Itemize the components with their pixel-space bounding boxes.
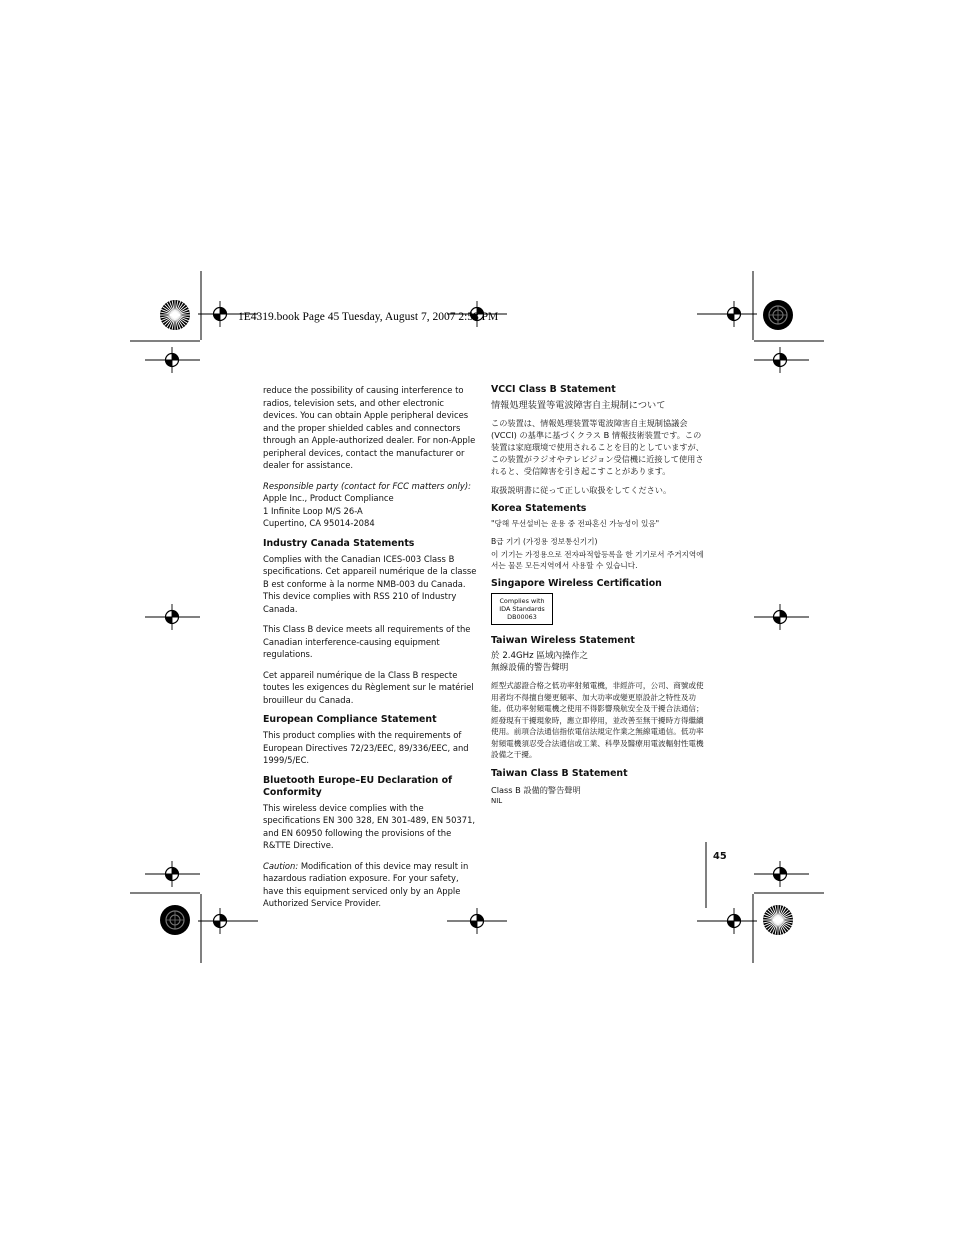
apple-address	[263, 492, 481, 530]
fcc-intro-paragraph: reduce the possibility of causing interference to radios, television sets, and other electronic devices. You can obtain Apple peripheral devices and the proper shielded cables and connectors through an Apple-authorized dealer. For non-Apple peripheral devices, contact the manufacturer or dealer for assistance.	[263, 385, 476, 470]
ida-line: Complies with	[499, 597, 545, 605]
print-slug: 1E4319.book Page 45 Tuesday, August 7, 2007 2:58 PM	[238, 311, 499, 323]
korea-paragraph: "당해 무선설비는 운용 중 전파혼신 가능성이 있음"	[491, 519, 660, 528]
address-line: 1 Infinite Loop M/S 26-A	[263, 505, 363, 516]
canada-paragraph: Complies with the Canadian ICES-003 Class B specifications. Cet appareil numérique de la classe B est conforme à la norme NMB-003 du Canada. This device complies with RSS 210 of Industry Canada.	[263, 553, 477, 614]
bluetooth-paragraph: This wireless device complies with the specifications EN 300 328, EN 301-489, EN 50371, and EN 60950 following the provisions of the R&TTE Directive.	[263, 802, 476, 850]
canada-paragraph: Cet appareil numérique de la Class B respecte toutes les exigences du Règlement sur le matériel brouilleur du Canada.	[263, 669, 474, 705]
taiwan-wireless-heading: Taiwan Wireless Statement	[491, 635, 635, 646]
ida-line: DB00063	[507, 613, 537, 621]
korea-paragraph: B급 기기 (가정용 정보통신기기)	[491, 537, 598, 546]
page-number: 45	[713, 851, 727, 862]
address-line: Apple Inc., Product Compliance	[263, 493, 394, 503]
ida-compliance-label	[491, 593, 553, 625]
taiwan-wireless-paragraph: 經型式認證合格之低功率射頻電機，非經許可，公司、商號或使用者均不得擅自變更頻率、加大功率或變更原設計之特性及功能。低功率射頻電機之使用不得影響飛航安全及干擾合法通信；經發現有干擾現象時，應立即停用，並改善至無干擾時方得繼續使用。前項合法通信指依電信法規定作業之無線電通信。低功率射頻電機須忍受合法通信或工業、科學及醫療用電波輻射性電機設備之干擾。	[491, 681, 704, 759]
bluetooth-europe-heading: Bluetooth Europe–EU Declaration of Conformity	[263, 774, 453, 798]
taiwan-title-line: 於 2.4GHz 區域內操作之	[491, 651, 588, 661]
left-column	[263, 384, 481, 918]
singapore-heading: Singapore Wireless Certification	[491, 578, 662, 589]
ida-line: IDA Standards	[499, 605, 545, 613]
taiwan-wireless-title	[491, 650, 706, 674]
european-compliance-heading: European Compliance Statement	[263, 714, 437, 725]
europe-paragraph: This product complies with the requirements of European Directives 72/23/EEC, 89/336/EEC, and 1999/5/EC.	[263, 730, 469, 765]
korea-paragraph: 이 기기는 가정용으로 전자파적합등록을 한 기기로서 주거지역에서는 물론 모든지역에서 사용할 수 있습니다.	[491, 550, 704, 570]
canada-paragraph: This Class B device meets all requirements of the Canadian interference-causing equipment regulations.	[263, 624, 471, 659]
vcci-japanese-paragraph: この装置は、情報処理装置等電波障害自主規制協議会 (VCCI) の基準に基づくクラス B 情報技術装置です。この装置は家庭環境で使用されることを目的としていますが、この装置がラジオやテレビジョン受信機に近接して使用されると、受信障害を引き起こすことがあります。	[491, 418, 704, 476]
taiwan-title-line: 無線設備的警告聲明	[491, 663, 569, 673]
taiwan-classb-heading: Taiwan Class B Statement	[491, 767, 628, 779]
taiwan-classb-title: Class B 設備的警告聲明	[491, 784, 581, 795]
taiwan-classb-text: NIL	[491, 796, 503, 805]
caution-paragraph	[263, 860, 481, 910]
caution-label: Caution:	[263, 860, 299, 871]
vcci-japanese-paragraph: 取扱説明書に従って正しい取扱をしてください。	[491, 485, 672, 495]
korea-heading: Korea Statements	[491, 503, 587, 514]
caution-text: Modification of this device may result in hazardous radiation exposure. For your safety, have this equipment serviced only by an Apple Authorized Service Provider.	[263, 860, 469, 908]
vcci-japanese-title: 情報処理装置等電波障害自主規制について	[491, 400, 666, 411]
vcci-heading: VCCI Class B Statement	[491, 384, 616, 395]
industry-canada-heading: Industry Canada Statements	[263, 537, 415, 549]
address-line: Cupertino, CA 95014-2084	[263, 518, 375, 528]
responsible-party-label: Responsible party (contact for FCC matters only):	[263, 480, 471, 491]
right-column	[491, 384, 706, 807]
